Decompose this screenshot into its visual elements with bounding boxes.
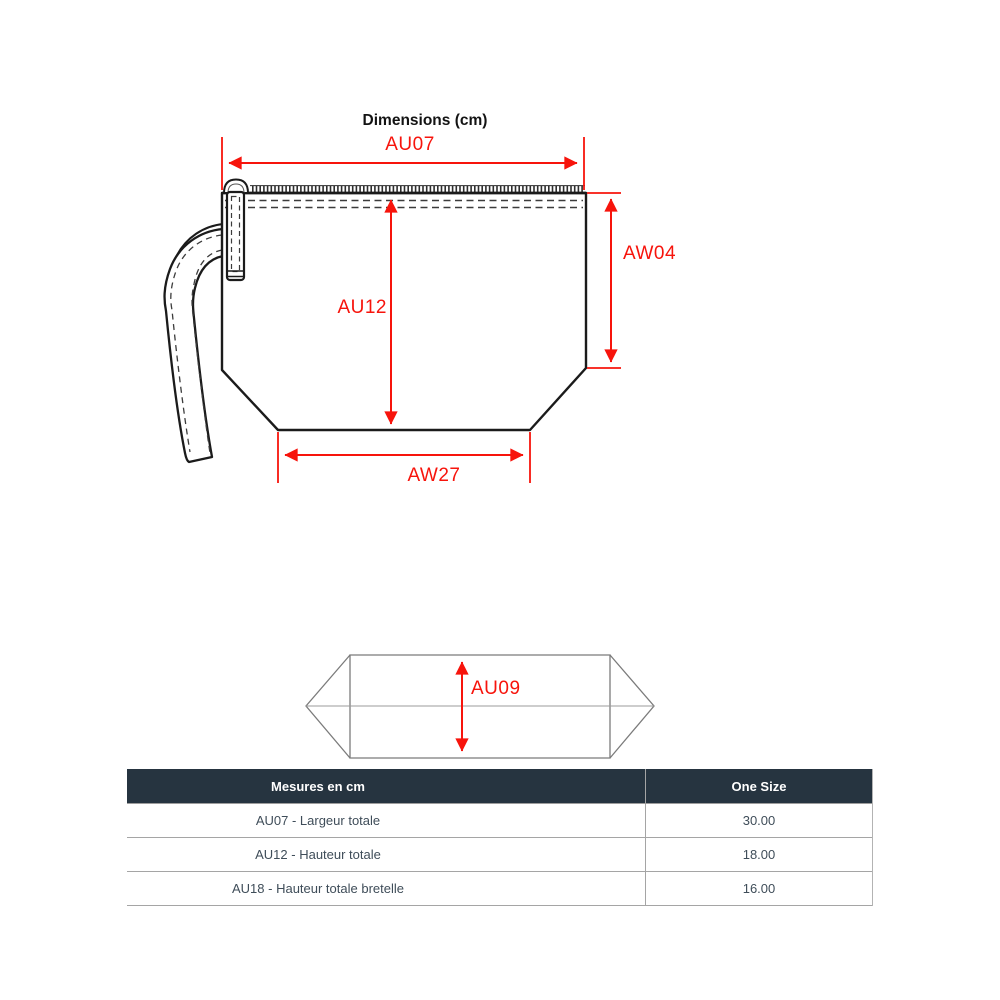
label-au12: AU12 — [337, 297, 387, 318]
measure-value: 16.00 — [645, 872, 872, 905]
label-au07: AU07 — [385, 134, 435, 155]
pouch-body — [222, 186, 586, 430]
zipper — [222, 186, 586, 193]
wrist-strap — [165, 224, 223, 462]
measure-label: AU18 - Hauteur totale bretelle — [232, 881, 404, 896]
table-header-measures: Mesures en cm — [271, 778, 365, 794]
measure-label: AU12 - Hauteur totale — [255, 847, 381, 862]
label-aw04: AW04 — [623, 243, 677, 264]
label-au09: AU09 — [471, 678, 521, 699]
measure-value: 30.00 — [645, 804, 872, 837]
table-header-row — [127, 769, 872, 804]
bottom-view-shape — [306, 655, 654, 758]
label-aw27: AW27 — [407, 465, 461, 486]
measure-value: 18.00 — [645, 838, 872, 871]
table-row — [127, 804, 872, 838]
page-title: Dimensions (cm) — [362, 112, 488, 129]
table-row — [127, 838, 872, 872]
table-row — [127, 872, 872, 906]
zipper-pull — [224, 180, 248, 281]
table-header-one-size: One Size — [645, 769, 872, 803]
measure-label: AU07 - Largeur totale — [255, 813, 381, 828]
size-table — [127, 769, 873, 906]
